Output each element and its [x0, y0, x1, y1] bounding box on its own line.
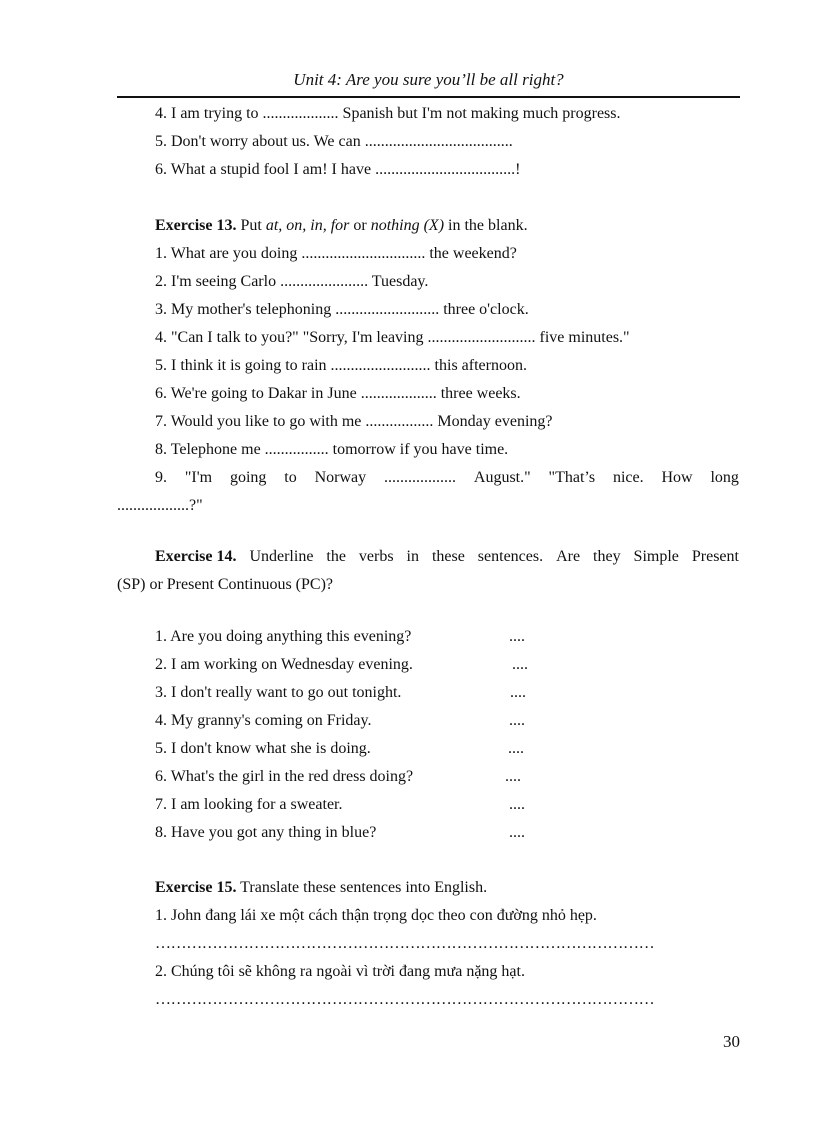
exercise-13-item-9-cont: ..................?" — [117, 497, 203, 514]
exercise-13-instr-or: or — [349, 217, 371, 234]
exercise-15-answer-line-2: …………………………………………………………………………………… — [155, 991, 655, 1008]
exercise-13-item-6: 6. We're going to Dakar in June ................... three weeks. — [155, 385, 521, 402]
exercise-13-item-2: 2. I'm seeing Carlo ...................... Tuesday. — [155, 273, 429, 290]
exercise-14-answer-2: .... — [512, 656, 528, 673]
exercise-14-answer-8: .... — [509, 824, 525, 841]
exercise-13-nothing: nothing (X) — [370, 217, 445, 234]
instr-word: Underline — [249, 548, 314, 565]
exercise-13-label: Exercise 13. — [155, 217, 237, 234]
item-9-word: How — [661, 469, 693, 486]
exercise-13-instr-end: in the blank. — [444, 217, 528, 234]
instr-word: Are — [556, 548, 581, 565]
continued-item-6: 6. What a stupid fool I am! I have ...................................! — [155, 161, 521, 178]
exercise-15-label: Exercise 15. — [155, 879, 237, 896]
page-number: 30 — [723, 1032, 740, 1051]
page-header: Unit 4: Are you sure you’ll be all right? — [293, 70, 564, 89]
exercise-14-item-8: 8. Have you got any thing in blue? — [155, 824, 377, 841]
exercise-15-item-1: 1. John đang lái xe một cách thận trọng dọc theo con đường nhỏ hẹp. — [155, 907, 597, 924]
header-rule — [117, 96, 740, 98]
instr-word: the — [326, 548, 346, 565]
exercise-14-answer-4: .... — [509, 712, 525, 729]
instr-word: these — [431, 548, 465, 565]
instr-word: verbs — [358, 548, 394, 565]
exercise-13-heading — [155, 216, 528, 236]
exercise-15-heading — [155, 878, 487, 898]
item-9-word: long — [710, 469, 739, 486]
exercise-14-answer-6: .... — [505, 768, 521, 785]
exercise-14-item-6: 6. What's the girl in the red dress doing? — [155, 768, 414, 785]
instr-word: Simple — [633, 548, 679, 565]
exercise-13-item-3: 3. My mother's telephoning .......................... three o'clock. — [155, 301, 529, 318]
exercise-14-answer-5: .... — [508, 740, 524, 757]
exercise-14-item-4: 4. My granny's coming on Friday. — [155, 712, 372, 729]
exercise-14-answer-3: .... — [510, 684, 526, 701]
exercise-14-label: Exercise 14. — [155, 548, 237, 565]
item-9-word: .................. — [384, 469, 457, 486]
item-9-word: nice. — [612, 469, 644, 486]
instr-word: they — [593, 548, 621, 565]
exercise-13-item-8: 8. Telephone me ................ tomorrow if you have time. — [155, 441, 509, 458]
item-9-word: to — [284, 469, 297, 486]
instr-word: Present — [691, 548, 739, 565]
exercise-13-options: at, on, in, for — [265, 217, 350, 234]
exercise-14-item-1: 1. Are you doing anything this evening? — [155, 628, 412, 645]
instr-word: in — [406, 548, 419, 565]
exercise-13-item-5: 5. I think it is going to rain ......................... this afternoon. — [155, 357, 527, 374]
continued-item-4: 4. I am trying to ................... Spanish but I'm not making much progress. — [155, 105, 621, 122]
exercise-13-item-9 — [155, 468, 739, 488]
exercise-14-answer-1: .... — [509, 628, 525, 645]
item-9-word: going — [229, 469, 267, 486]
exercise-15-answer-line-1: …………………………………………………………………………………… — [155, 935, 655, 952]
exercise-14-instr-line-2: (SP) or Present Continuous (PC)? — [117, 576, 333, 593]
exercise-14-item-3: 3. I don't really want to go out tonight. — [155, 684, 402, 701]
item-9-word: Norway — [314, 469, 367, 486]
item-9-word: "That’s — [548, 469, 596, 486]
exercise-14-heading — [155, 547, 739, 567]
item-9-word: "I'm — [184, 469, 213, 486]
exercise-13-item-1: 1. What are you doing ............................... the weekend? — [155, 245, 517, 262]
exercise-15-instr: Translate these sentences into English. — [236, 879, 488, 896]
item-9-word: August." — [473, 469, 531, 486]
exercise-14-item-7: 7. I am looking for a sweater. — [155, 796, 343, 813]
exercise-15-item-2: 2. Chúng tôi sẽ không ra ngoài vì trời đang mưa nặng hạt. — [155, 963, 525, 980]
instr-word: sentences. — [477, 548, 544, 565]
exercise-14-item-5: 5. I don't know what she is doing. — [155, 740, 371, 757]
exercise-13-instr-a: Put — [236, 217, 266, 234]
exercise-13-item-7: 7. Would you like to go with me ................. Monday evening? — [155, 413, 553, 430]
item-9-word: 9. — [155, 469, 167, 486]
exercise-14-answer-7: .... — [509, 796, 525, 813]
exercise-13-item-4: 4. "Can I talk to you?" "Sorry, I'm leaving ........................... five minutes." — [155, 329, 630, 346]
continued-item-5: 5. Don't worry about us. We can ..................................... — [155, 133, 513, 150]
exercise-14-item-2: 2. I am working on Wednesday evening. — [155, 656, 413, 673]
